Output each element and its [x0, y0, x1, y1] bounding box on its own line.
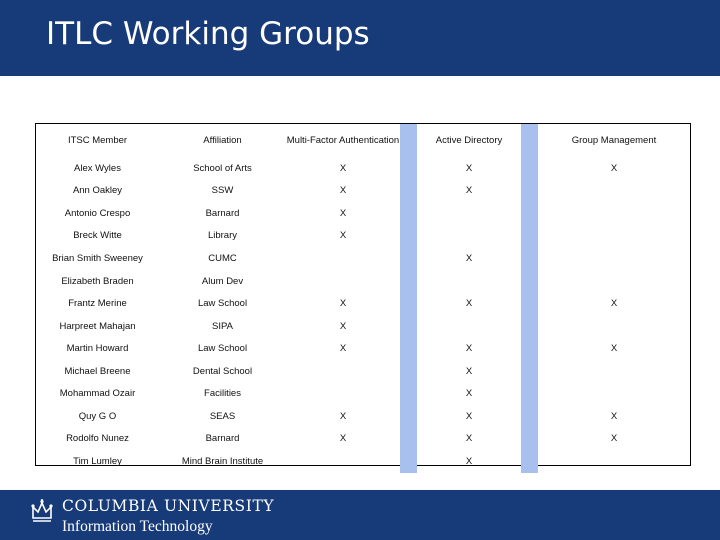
member-cell: Elizabeth Braden — [61, 275, 134, 287]
header-group-management: Group Management — [571, 134, 657, 146]
affiliation-cell: SIPA — [212, 320, 233, 332]
table-row — [36, 382, 690, 405]
member-cell: Quy G O — [78, 410, 117, 422]
ad-cell: X — [465, 388, 473, 400]
spacer-column — [521, 225, 538, 248]
mfa-cell: X — [339, 207, 347, 219]
affiliation-cell: Dental School — [192, 365, 253, 377]
ad-cell: X — [465, 252, 473, 264]
affiliation-cell: Barnard — [205, 433, 240, 445]
affiliation-cell: Mind Brain Institute — [181, 455, 264, 467]
affiliation-cell: Law School — [197, 343, 248, 355]
crown-icon — [30, 498, 54, 524]
table-body — [36, 157, 690, 473]
table-row — [36, 292, 690, 315]
gm-cell — [538, 180, 690, 203]
gm-cell — [538, 225, 690, 248]
affiliation-cell: School of Arts — [193, 162, 252, 174]
affiliation-cell: Law School — [197, 298, 248, 310]
spacer-column — [400, 405, 417, 428]
ad-cell: X — [465, 185, 473, 197]
table-row — [36, 270, 690, 293]
spacer-column — [521, 270, 538, 293]
header-row — [36, 124, 690, 157]
header-mfa: Multi-Factor Authentication — [286, 134, 400, 146]
table-row — [36, 202, 690, 225]
table-row — [36, 315, 690, 338]
affiliation-cell: Alum Dev — [201, 275, 244, 287]
table-row — [36, 450, 690, 473]
gm-cell — [538, 202, 690, 225]
spacer-column — [400, 247, 417, 270]
member-cell: Alex Wyles — [74, 162, 121, 174]
gm-cell — [538, 315, 690, 338]
footer-bar — [0, 490, 720, 540]
spacer-column — [521, 157, 538, 180]
affiliation-cell: SEAS — [209, 410, 236, 422]
spacer-column — [521, 180, 538, 203]
header-member: ITSC Member — [67, 134, 128, 146]
table-row — [36, 157, 690, 180]
spacer-column — [521, 292, 538, 315]
title-bar — [0, 0, 720, 76]
header-active-directory: Active Directory — [435, 134, 503, 146]
header-affiliation: Affiliation — [203, 134, 242, 146]
table-row — [36, 428, 690, 451]
member-cell: Martin Howard — [66, 343, 129, 355]
table-row — [36, 337, 690, 360]
table-row — [36, 225, 690, 248]
spacer-column — [400, 337, 417, 360]
ad-cell — [417, 202, 521, 225]
spacer-column — [400, 157, 417, 180]
spacer-column — [521, 405, 538, 428]
spacer-column — [400, 315, 417, 338]
mfa-cell — [286, 382, 400, 405]
ad-cell — [417, 270, 521, 293]
ad-cell: X — [465, 410, 473, 422]
spacer-column — [400, 225, 417, 248]
spacer-column — [400, 202, 417, 225]
gm-cell: X — [610, 162, 618, 174]
member-cell: Antonio Crespo — [64, 207, 131, 219]
mfa-cell: X — [339, 298, 347, 310]
member-cell: Frantz Merine — [68, 298, 127, 310]
member-cell: Tim Lumley — [73, 455, 122, 467]
gm-cell — [538, 270, 690, 293]
spacer-column — [400, 428, 417, 451]
spacer-column — [521, 360, 538, 383]
university-name: COLUMBIA UNIVERSITY — [62, 497, 275, 515]
spacer-column — [521, 202, 538, 225]
member-cell: Rodolfo Nunez — [66, 433, 129, 445]
member-cell: Breck Witte — [73, 230, 122, 242]
ad-cell: X — [465, 298, 473, 310]
mfa-cell: X — [339, 230, 347, 242]
mfa-cell — [286, 360, 400, 383]
gm-cell — [538, 382, 690, 405]
member-cell: Harpreet Mahajan — [59, 320, 136, 332]
page-title: ITLC Working Groups — [46, 16, 370, 52]
gm-cell: X — [610, 343, 618, 355]
gm-cell — [538, 360, 690, 383]
table-row — [36, 247, 690, 270]
mfa-cell: X — [339, 185, 347, 197]
spacer-column — [521, 428, 538, 451]
gm-cell: X — [610, 433, 618, 445]
spacer-column — [521, 247, 538, 270]
affiliation-cell: SSW — [211, 185, 234, 197]
member-cell: Michael Breene — [64, 365, 131, 377]
department-name: Information Technology — [62, 518, 213, 535]
table-row — [36, 360, 690, 383]
ad-cell — [417, 315, 521, 338]
member-cell: Brian Smith Sweeney — [52, 252, 143, 264]
member-cell: Mohammad Ozair — [59, 388, 136, 400]
affiliation-cell: Barnard — [205, 207, 240, 219]
ad-cell: X — [465, 365, 473, 377]
ad-cell: X — [465, 433, 473, 445]
mfa-cell — [286, 247, 400, 270]
spacer-column — [521, 450, 538, 473]
mfa-cell: X — [339, 410, 347, 422]
spacer-column — [400, 124, 417, 157]
table-row — [36, 405, 690, 428]
mfa-cell: X — [339, 433, 347, 445]
spacer-column — [400, 180, 417, 203]
spacer-column — [521, 382, 538, 405]
spacer-column — [521, 315, 538, 338]
spacer-column — [521, 124, 538, 157]
working-groups-table-frame — [35, 123, 691, 466]
affiliation-cell: Library — [207, 230, 238, 242]
spacer-column — [400, 270, 417, 293]
working-groups-table — [36, 124, 690, 473]
mfa-cell: X — [339, 343, 347, 355]
affiliation-cell: CUMC — [208, 252, 237, 264]
ad-cell: X — [465, 455, 473, 467]
table-row — [36, 180, 690, 203]
ad-cell — [417, 225, 521, 248]
spacer-column — [400, 382, 417, 405]
spacer-column — [400, 360, 417, 383]
spacer-column — [521, 337, 538, 360]
gm-cell — [538, 450, 690, 473]
gm-cell: X — [610, 410, 618, 422]
member-cell: Ann Oakley — [72, 185, 123, 197]
spacer-column — [400, 292, 417, 315]
mfa-cell — [286, 450, 400, 473]
mfa-cell: X — [339, 320, 347, 332]
affiliation-cell: Facilities — [204, 388, 241, 400]
mfa-cell: X — [339, 162, 347, 174]
ad-cell: X — [465, 162, 473, 174]
spacer-column — [400, 450, 417, 473]
gm-cell: X — [610, 298, 618, 310]
mfa-cell — [286, 270, 400, 293]
ad-cell: X — [465, 343, 473, 355]
gm-cell — [538, 247, 690, 270]
